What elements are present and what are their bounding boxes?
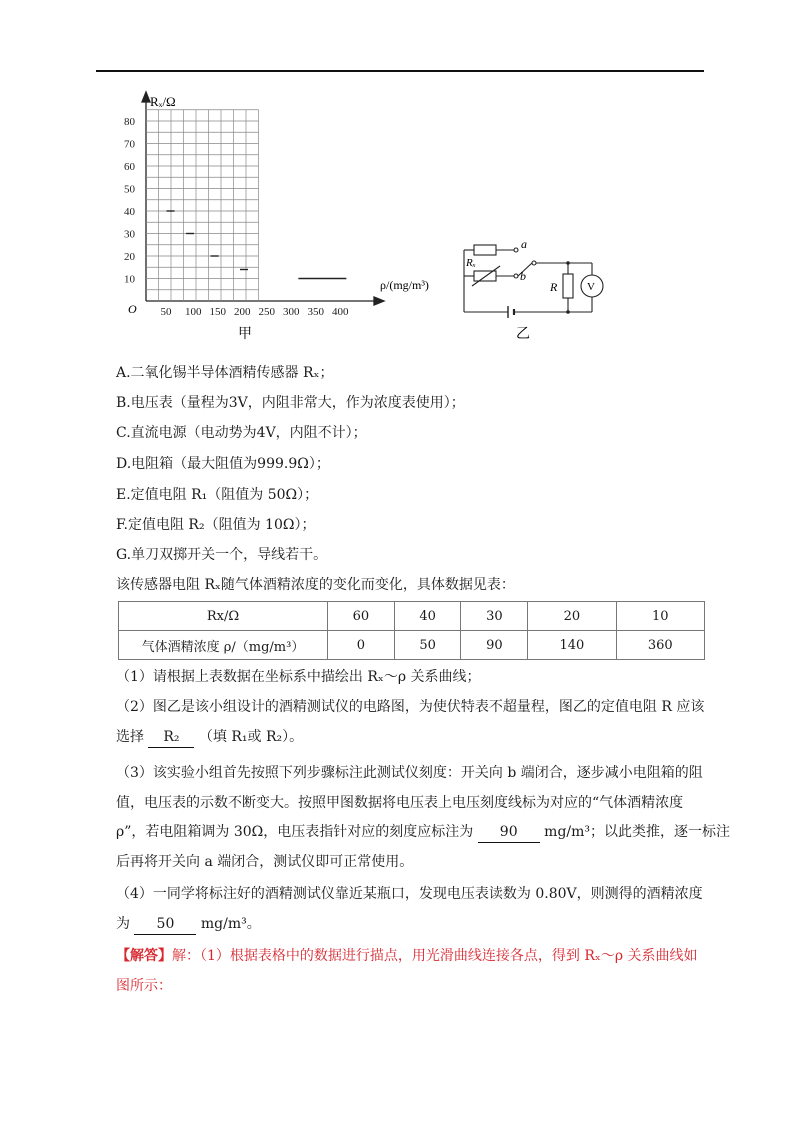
graph-axes — [142, 92, 384, 305]
item-a: A.二氧化锡半导体酒精传感器 Rₓ； — [116, 365, 334, 381]
x-tick-label: 150 — [209, 306, 226, 318]
solution-line-1 — [116, 946, 698, 966]
item-d: D.电阻箱（最大阻值为999.9Ω）； — [116, 456, 330, 472]
question-2-line-1: （2）图乙是该小组设计的酒精测试仪的电路图，为使伏特表不超量程，图乙的定值电阻 R 应该 — [116, 699, 705, 715]
x-tick-label: 350 — [307, 306, 324, 318]
table-cell: 90 — [461, 631, 528, 660]
item-e: E.定值电阻 R₁（阻值为 50Ω）； — [116, 487, 319, 503]
answer-q4: 50 — [134, 914, 196, 935]
q4-suffix: mg/m³。 — [200, 916, 261, 932]
x-axis-label: ρ/(mg/m³) — [380, 278, 429, 292]
question-2-line-2 — [116, 727, 303, 748]
q2-suffix: （填 R₁或 R₂）。 — [198, 729, 304, 745]
y-tick-labels — [124, 116, 136, 286]
y-tick-label: 60 — [124, 161, 135, 173]
question-4-line-1: （4）一同学将标注好的酒精测试仪靠近某瓶口，发现电压表读数为 0.80V，则测得的酒精浓度 — [116, 886, 703, 902]
graph-figure — [100, 88, 470, 348]
solution-text: 解：（1）根据表格中的数据进行描点，用光滑曲线连接各点，得到 Rₓ～ρ 关系曲线如 — [172, 948, 698, 964]
table-cell: 60 — [328, 602, 395, 631]
row-label: Rx/Ω — [119, 602, 328, 631]
table-row-resistance — [119, 602, 705, 631]
answer-q2: R₂ — [148, 727, 194, 748]
label-rx: Rₓ — [466, 257, 476, 269]
q2-prefix: 选择 — [116, 729, 144, 745]
q4-prefix: 为 — [116, 916, 130, 932]
circuit-figure — [458, 236, 608, 346]
question-3-line-4: 后再将开关向 a 端闭合，测试仪即可正常使用。 — [116, 854, 414, 870]
label-b: b — [520, 269, 526, 283]
switch-pivot — [532, 261, 536, 265]
table-cell: 10 — [616, 602, 704, 631]
resistor-rx — [474, 271, 496, 281]
header-rule — [96, 70, 704, 72]
table-row-concentration — [119, 631, 705, 660]
item-g: G.单刀双掷开关一个，导线若干。 — [116, 547, 328, 563]
y-tick-label: 70 — [124, 138, 135, 151]
question-3-line-1: （3）该实验小组首先按照下列步骤标注此测试仪刻度：开关向 b 端闭合，逐步减小电阻箱的阻 — [116, 765, 703, 781]
q3-suffix: mg/m³；以此类推，逐一标注 — [544, 824, 731, 840]
x-tick-labels — [161, 306, 350, 318]
graph-grid — [146, 110, 259, 301]
x-tick-label: 50 — [160, 306, 172, 318]
table-cell: 50 — [394, 631, 461, 660]
question-4-line-2 — [116, 914, 261, 935]
y-tick-label: 80 — [124, 116, 135, 128]
x-tick-label: 300 — [283, 306, 300, 318]
x-tick-label: 250 — [258, 306, 275, 318]
y-tick-label: 30 — [124, 228, 135, 241]
item-b: B.电压表（量程为3V，内阻非常大，作为浓度表使用）； — [116, 395, 465, 411]
table-cell: 360 — [616, 631, 704, 660]
q3-prefix: ρ”，若电阻箱调为 30Ω，电压表指针对应的刻度应标注为 — [116, 824, 474, 840]
label-r: R — [550, 280, 558, 294]
origin-label: O — [128, 302, 137, 316]
table-intro: 该传感器电阻 Rₓ随气体酒精浓度的变化而变化，具体数据见表： — [116, 577, 515, 593]
y-axis-label: Rₓ/Ω — [150, 94, 176, 109]
x-tick-label: 400 — [332, 306, 349, 318]
question-3-line-2: 值，电压表的示数不断变大。按照甲图数据将电压表上电压刻度线标为对应的“气体酒精浓度 — [116, 795, 684, 811]
label-v: V — [587, 281, 595, 293]
y-tick-label: 50 — [124, 183, 135, 196]
solution-line-2: 图所示： — [116, 978, 172, 994]
terminal-b — [514, 274, 518, 278]
y-tick-label: 10 — [124, 273, 135, 286]
row-label: 气体酒精浓度 ρ/（mg/m³） — [119, 631, 328, 660]
label-a: a — [521, 237, 527, 251]
data-table — [118, 601, 705, 660]
x-tick-label: 100 — [185, 306, 202, 318]
circuit-caption: 乙 — [516, 327, 530, 342]
y-tick-label: 40 — [124, 206, 135, 218]
resistor-r — [563, 274, 573, 298]
table-cell: 140 — [528, 631, 616, 660]
graph-caption: 甲 — [238, 327, 252, 342]
table-cell: 30 — [461, 602, 528, 631]
resistor-top — [474, 245, 496, 255]
solution-tag: 【解答】 — [116, 948, 172, 964]
table-cell: 40 — [394, 602, 461, 631]
x-tick-label: 200 — [234, 306, 251, 318]
table-cell: 0 — [328, 631, 395, 660]
table-cell: 20 — [528, 602, 616, 631]
answer-q3: 90 — [478, 822, 540, 843]
terminal-a — [514, 248, 518, 252]
question-1: （1）请根据上表数据在坐标系中描绘出 Rₓ～ρ 关系曲线； — [116, 669, 481, 685]
item-c: C.直流电源（电动势为4V，内阻不计）； — [116, 425, 367, 441]
y-tick-label: 20 — [124, 251, 135, 263]
question-3-line-3 — [116, 822, 730, 843]
item-f: F.定值电阻 R₂（阻值为 10Ω）； — [116, 517, 316, 533]
